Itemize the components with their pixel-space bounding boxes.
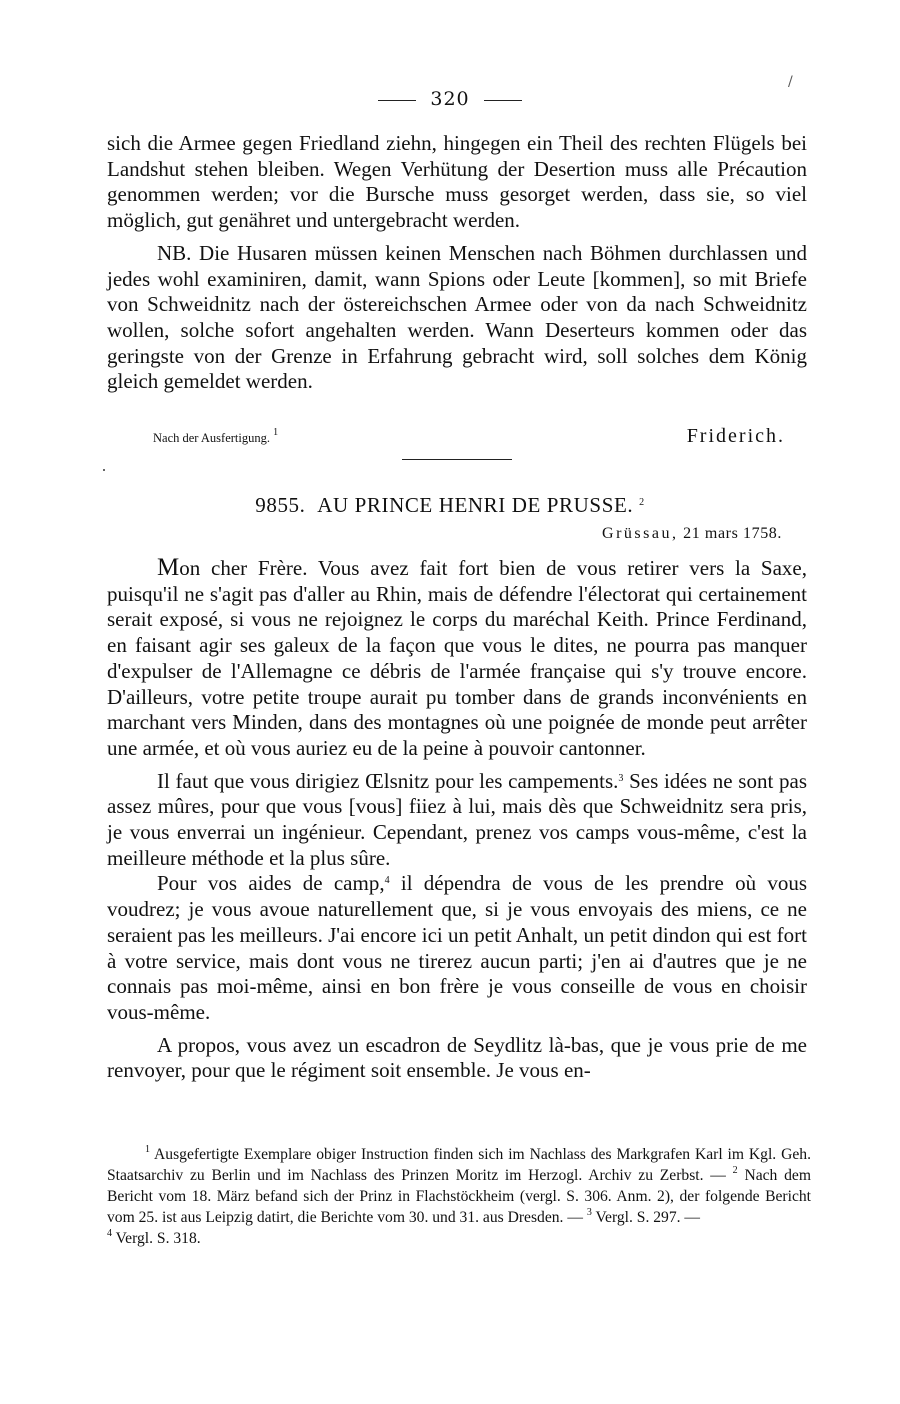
footnote-1-mark: 1 [145,1144,150,1155]
footnote-ref-1: 1 [273,427,279,438]
footnote-3: Vergl. S. 297. — [595,1209,701,1226]
source-text: Nach der Ausfertigung. [153,431,270,445]
text-block-instruction [107,131,807,395]
letter-number: 9855. [255,493,306,517]
letter-paragraph-2-start: Il faut que vous dirigiez Œlsnitz pour les campements. [157,768,619,793]
source-note [153,427,279,446]
section-divider [402,459,512,460]
text-block-letter [107,555,807,1084]
footnote-4: Vergl. S. 318. [115,1230,201,1247]
corner-mark: / [788,74,793,90]
letter-place: Grüssau, [602,525,679,542]
letter-paragraph-3-start: Pour vos aides de camp, [157,871,385,896]
footnote-2-mark: 2 [732,1165,738,1176]
letter-paragraph-2-rest: Ses idées ne sont pas assez mûres, pour que vous [vous] fiiez à lui, mais dès que Schweidnitz sera pris, je vous enverrai un ingénieur. Cependant, prenez vos camps vous-même, c'est la meilleure méthode et la plus sûre. [107,768,807,870]
footnote-2: Nach dem Bericht vom 18. März befand sich der Prinz in Flachstöckheim (vergl. S. 306. Anm. 2), der folgende Bericht vom 25. ist aus Leipzig datirt, die Berichte vom 30. und 31. aus Dresden. — [107,1167,811,1226]
footnote-4-mark: 4 [107,1228,112,1239]
signature: Friderich. [686,425,785,447]
place-date [602,525,782,543]
letter-paragraph-2 [107,769,807,872]
letter-paragraph-4: A propos, vous avez un escadron de Seydlitz là-bas, que je vous prie de me renvoyer, pour que le régiment soit ensemble. Je vous en- [107,1032,807,1083]
page-number: 320 [430,88,470,110]
footnote-block [107,1144,811,1249]
footnote-ref-4: 4 [384,875,390,887]
initial-capital: M [157,554,180,581]
paragraph-nb: NB. Die Husaren müssen keinen Menschen nach Böhmen durchlassen und jedes wohl examiniren, damit, wann Spions oder Leute [kommen], so mit Briefe von Schweidnitz nach der östereichschen Armee oder von da nach Schweidnitz wollen, solche sofort angehalten werden. Wann Deserteurs kommen oder das geringste von der Grenze in Erfahrung gebracht wird, soll solches dem König gleich gemeldet werden. [107,240,807,394]
letter-paragraph-1-text: on cher Frère. Vous avez fait fort bien de vous retirer vers la Saxe, puisqu'il ne s'agit pas d'aller au Rhin, mais de défendre l'électorat qui certainement serait exposé, si vous ne rejoignez le corps du maréchal Keith. Prince Ferdinand, en faisant agir ses galeux de la façon que vous le dites, ne pourra pas manquer d'expulser de l'Allemagne ce débris de l'armée française qui s'y trouve encore. D'ailleurs, votre petite troupe aurait pu tomber dans de grands inconvénients en marchant vers Minden, dans des montagnes où une poignée de monde peut arrêter une armée, et où vous auriez eu de la peine à pouvoir cantonner. [107,556,807,760]
footnotes [107,1144,811,1249]
letter-paragraph-1 [107,555,807,762]
header-dash-right [484,100,522,101]
letter-paragraph-3 [107,871,807,1025]
running-header [0,88,900,110]
signature-line [153,425,785,453]
letter-title: AU PRINCE HENRI DE PRUSSE. [317,493,634,517]
letter-date: 21 mars 1758. [683,525,782,542]
footnote-1: Ausgefertigte Exemplare obiger Instruction finden sich im Nachlass des Markgrafen Karl im Kgl. Geh. Staatsarchiv zu Berlin und im Nachlass des Prinzen Moritz im Herzogl. Archiv zu Zerbst. — [107,1146,811,1184]
letter-paragraph-3-rest: il dépendra de vous de les prendre où vous voudrez; je vous avoue naturellement que, si je vous envoyais des miens, ce ne seraient pas les meilleurs. J'ai encore ici un petit Anhalt, un petit dindon qui est fort à votre service, mais dont vous ne tirerez aucun parti; j'en ai d'autres que je ne connais pas moi-même, ainsi en bon frère je vous conseille de vous en choisir vous-même. [107,871,808,1024]
margin-mark [103,469,105,471]
footnote-ref-3: 3 [618,772,624,784]
paragraph-1: sich die Armee gegen Friedland ziehn, hingegen ein Theil des rechten Flügels bei Landshut stehen bleiben. Wegen Verhütung der Desertion muss alle Précaution genommen werden; vor die Bursche muss gesorget werden, dass sie, so viel möglich, gut genähret und untergebracht werden. [107,131,807,233]
letter-heading [0,493,900,518]
footnote-3-mark: 3 [586,1207,592,1218]
footnote-ref-2: 2 [639,497,645,508]
header-dash-left [378,100,416,101]
